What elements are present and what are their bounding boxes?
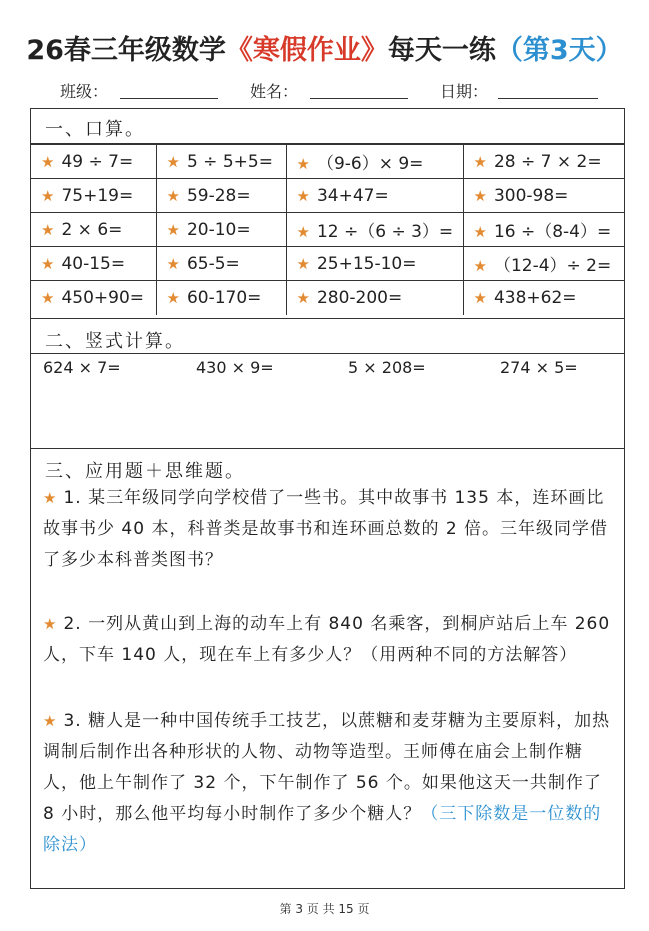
problem-text: 438+62= — [493, 287, 577, 308]
vertical-calc-3: 5 × 208= — [348, 358, 426, 377]
table-cell — [156, 145, 286, 179]
star-icon: ★ — [166, 288, 180, 307]
problem-text: 59-28= — [186, 185, 251, 206]
table-row — [31, 281, 624, 315]
table-cell — [286, 145, 463, 179]
title-part2: 《寒假作业》 — [225, 35, 388, 66]
star-icon: ★ — [41, 288, 55, 307]
table-cell — [31, 179, 156, 213]
table-cell — [31, 145, 156, 179]
title-part3: 每天一练 — [387, 35, 496, 66]
divider — [31, 353, 624, 354]
star-icon: ★ — [41, 220, 55, 239]
worksheet-box — [30, 108, 625, 889]
star-icon: ★ — [43, 712, 58, 730]
problem-text: （12-4）÷ 2= — [493, 256, 612, 276]
star-icon: ★ — [166, 254, 180, 273]
table-cell — [156, 281, 286, 315]
section1-title: 一、口算。 — [45, 119, 145, 140]
problem-text: 450+90= — [61, 287, 145, 308]
star-icon: ★ — [296, 254, 310, 273]
problem-text: 34+47= — [316, 185, 389, 206]
word-problem-1-text: 1. 某三年级同学向学校借了一些书。其中故事书 135 本，连环画比故事书少 40 本，科普类是故事书和连环画总数的 2 倍。三年级同学借了多少本科普类图书？ — [43, 488, 609, 570]
star-icon: ★ — [296, 223, 310, 241]
table-cell — [156, 179, 286, 213]
table-cell — [31, 247, 156, 281]
table-cell — [31, 281, 156, 315]
divider — [31, 448, 624, 449]
word-problem-2 — [43, 609, 615, 671]
problem-text: 16 ÷（8-4）= — [493, 222, 612, 242]
problem-text: 5 ÷ 5+5= — [186, 151, 273, 172]
star-icon: ★ — [41, 254, 55, 273]
student-info-row — [60, 79, 620, 101]
vertical-calc-2: 430 × 9= — [196, 358, 274, 377]
date-label: 日期： — [440, 82, 489, 101]
problem-text: 40-15= — [61, 253, 126, 274]
word-problem-2-text: 2. 一列从黄山到上海的动车上有 840 名乘客，到桐庐站后上车 260 人，下车 140 人，现在车上有多少人？（用两种不同的方法解答） — [43, 614, 611, 665]
star-icon: ★ — [473, 223, 487, 241]
class-blank[interactable] — [120, 98, 218, 99]
table-cell — [463, 281, 624, 315]
problem-text: 20-10= — [186, 219, 251, 240]
page-footer: 第 3 页 共 15 页 — [279, 902, 370, 916]
table-cell — [463, 179, 624, 213]
star-icon: ★ — [473, 288, 487, 307]
table-row — [31, 247, 624, 281]
problem-text: 300-98= — [493, 185, 569, 206]
divider — [31, 318, 624, 319]
word-problem-3-text: 3. 糖人是一种中国传统手工技艺，以蔗糖和麦芽糖为主要原料，加热调制后制作出各种形状的人物、动物等造型。王师傅在庙会上制作糖人，他上午制作了 32 个，下午制作了 56 个。如果他这天一共制作了 8 小时，那么他平均每小时制作了多少个糖人？ — [43, 711, 611, 824]
word-problem-3-tip: （三下除数是一位数的除法） — [43, 804, 602, 855]
star-icon: ★ — [296, 155, 310, 173]
table-cell — [286, 213, 463, 247]
problem-text: 49 ÷ 7= — [61, 151, 134, 172]
problem-text: 2 × 6= — [61, 219, 123, 240]
class-label: 班级： — [60, 82, 109, 101]
word-problem-3 — [43, 706, 615, 861]
problem-text: （9-6）× 9= — [316, 154, 424, 174]
problem-text: 12 ÷（6 ÷ 3）= — [316, 222, 454, 242]
star-icon: ★ — [473, 257, 487, 275]
section3-title: 三、应用题＋思维题。 — [45, 461, 245, 482]
title-part1: 26春三年级数学 — [26, 35, 226, 66]
table-cell — [286, 179, 463, 213]
name-blank[interactable] — [310, 98, 408, 99]
star-icon: ★ — [43, 489, 58, 507]
table-cell — [156, 213, 286, 247]
table-cell — [463, 213, 624, 247]
star-icon: ★ — [473, 186, 487, 205]
table-cell — [286, 281, 463, 315]
table-cell — [156, 247, 286, 281]
word-problem-1 — [43, 483, 615, 576]
star-icon: ★ — [166, 152, 180, 171]
star-icon: ★ — [41, 152, 55, 171]
problem-text: 25+15-10= — [316, 253, 417, 274]
table-cell — [463, 145, 624, 179]
star-icon: ★ — [296, 186, 310, 205]
problem-text: 60-170= — [186, 287, 262, 308]
table-cell — [286, 247, 463, 281]
table-cell — [463, 247, 624, 281]
problem-text: 75+19= — [61, 185, 134, 206]
star-icon: ★ — [473, 152, 487, 171]
vertical-calc-1: 624 × 7= — [43, 358, 121, 377]
problem-text: 280-200= — [316, 287, 403, 308]
title-part4: （第3天） — [495, 35, 623, 66]
table-row — [31, 179, 624, 213]
problem-text: 28 ÷ 7 × 2= — [493, 151, 602, 172]
table-row — [31, 145, 624, 179]
star-icon: ★ — [41, 186, 55, 205]
star-icon: ★ — [166, 220, 180, 239]
date-blank[interactable] — [498, 98, 598, 99]
table-cell — [31, 213, 156, 247]
page-title — [0, 28, 649, 67]
table-row — [31, 213, 624, 247]
name-label: 姓名： — [250, 82, 299, 101]
star-icon: ★ — [296, 288, 310, 307]
mental-math-table — [31, 144, 624, 315]
star-icon: ★ — [43, 615, 58, 633]
star-icon: ★ — [166, 186, 180, 205]
section2-title: 二、竖式计算。 — [45, 331, 185, 352]
problem-text: 65-5= — [186, 253, 240, 274]
vertical-calc-4: 274 × 5= — [500, 358, 578, 377]
